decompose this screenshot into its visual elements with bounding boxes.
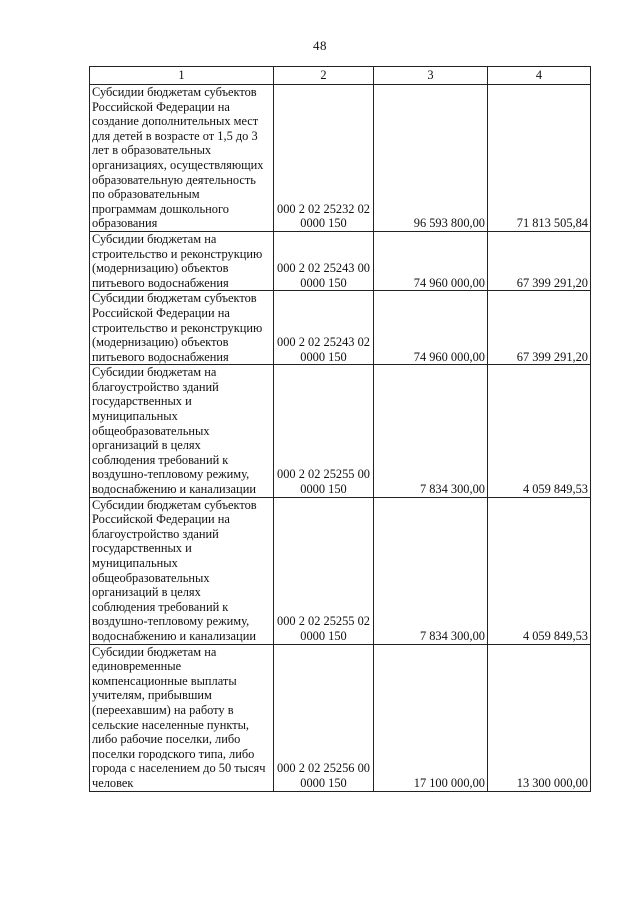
row-name-line: Субсидии бюджетам на [92, 644, 217, 659]
row-name-line: государственных и [92, 394, 192, 409]
row-name-line: государственных и [92, 541, 192, 556]
table-row [90, 231, 591, 290]
row-code-line: 000 2 02 25232 02 [277, 201, 370, 216]
row-code-line: 0000 150 [300, 628, 347, 643]
row-name-line: организаций в целях [92, 438, 201, 453]
table-row [90, 85, 591, 232]
row-plan-amount: 7 834 300,00 [374, 497, 488, 644]
row-name-line: образовательную деятельность [92, 172, 256, 187]
table-row [90, 291, 591, 365]
row-actual-amount: 71 813 505,84 [488, 85, 591, 232]
row-plan-amount: 7 834 300,00 [374, 365, 488, 497]
row-code-cell [274, 291, 374, 365]
row-name-line: воздушно-тепловому режиму, [92, 614, 250, 629]
page-number: 48 [313, 38, 327, 53]
row-code-cell [274, 85, 374, 232]
row-name-line: муниципальных [92, 409, 178, 424]
row-code-line: 000 2 02 25255 02 [277, 614, 370, 629]
row-name-line: организациях, осуществляющих [92, 157, 264, 172]
row-code-line: 0000 150 [300, 275, 347, 290]
row-name-line: водоснабжению и канализации [92, 628, 256, 643]
row-code-line: 000 2 02 25243 00 [277, 261, 370, 276]
row-name-line: Субсидии бюджетам на [92, 365, 217, 380]
row-plan-amount: 96 593 800,00 [374, 85, 488, 232]
row-actual-amount: 13 300 000,00 [488, 644, 591, 791]
row-name-line: Субсидии бюджетам на [92, 231, 217, 246]
row-code-line: 000 2 02 25256 00 [277, 761, 370, 776]
column-header-3: 3 [374, 67, 488, 85]
row-code-line: 000 2 02 25255 00 [277, 467, 370, 482]
row-name-line: Субсидии бюджетам субъектов [92, 291, 257, 306]
row-name-line: строительство и реконструкцию [92, 246, 263, 261]
row-code-cell [274, 231, 374, 290]
row-name-line: компенсационные выплаты [92, 673, 237, 688]
row-name-line: Российской Федерации на [92, 99, 230, 114]
table-header-row [90, 67, 591, 85]
row-name-line: человек [92, 775, 134, 790]
row-code-line: 0000 150 [300, 216, 347, 231]
row-name-line: лет в образовательных [92, 143, 212, 158]
row-name-line: (переехавшим) на работу в [92, 702, 234, 717]
row-code-line: 000 2 02 25243 02 [277, 335, 370, 350]
row-name-cell [90, 365, 274, 497]
row-name-cell [90, 644, 274, 791]
row-name-cell [90, 497, 274, 644]
row-plan-amount: 17 100 000,00 [374, 644, 488, 791]
row-name-line: образования [92, 216, 158, 231]
row-name-line: организаций в целях [92, 585, 201, 600]
row-code-cell [274, 497, 374, 644]
row-name-line: программам дошкольного [92, 201, 229, 216]
row-name-line: по образовательным [92, 187, 200, 202]
row-code-cell [274, 365, 374, 497]
row-name-line: Субсидии бюджетам субъектов [92, 85, 257, 99]
row-name-line: воздушно-тепловому режиму, [92, 467, 250, 482]
column-header-4: 4 [488, 67, 591, 85]
row-name-line: соблюдения требований к [92, 599, 229, 614]
row-name-line: единовременные [92, 659, 182, 674]
table-row [90, 497, 591, 644]
row-name-line: благоустройство зданий [92, 526, 219, 541]
column-header-1: 1 [90, 67, 274, 85]
column-header-2: 2 [274, 67, 374, 85]
row-name-line: соблюдения требований к [92, 452, 229, 467]
row-name-line: учителям, прибывшим [92, 688, 212, 703]
row-plan-amount: 74 960 000,00 [374, 231, 488, 290]
row-name-line: для детей в возрасте от 1,5 до 3 [92, 128, 258, 143]
row-name-line: поселки городского типа, либо [92, 746, 255, 761]
row-name-line: водоснабжению и канализации [92, 482, 256, 497]
table-row [90, 365, 591, 497]
row-name-line: (модернизацию) объектов [92, 261, 229, 276]
row-actual-amount: 4 059 849,53 [488, 497, 591, 644]
row-name-line: города с населением до 50 тысяч [92, 761, 266, 776]
row-name-cell [90, 85, 274, 232]
row-code-line: 0000 150 [300, 482, 347, 497]
row-actual-amount: 4 059 849,53 [488, 365, 591, 497]
row-code-cell [274, 644, 374, 791]
row-name-line: строительство и реконструкцию [92, 320, 263, 335]
row-code-line: 0000 150 [300, 349, 347, 364]
row-name-line: муниципальных [92, 556, 178, 570]
row-name-line: Российской Федерации на [92, 512, 230, 527]
row-name-line: общеобразовательных [92, 570, 210, 585]
row-name-line: общеобразовательных [92, 423, 210, 438]
row-name-line: питьевого водоснабжения [92, 275, 229, 290]
row-name-cell [90, 231, 274, 290]
row-name-line: создание дополнительных мест [92, 114, 259, 129]
table-body [90, 85, 591, 792]
row-name-line: Российской Федерации на [92, 305, 230, 320]
row-name-line: благоустройство зданий [92, 379, 219, 394]
row-name-line: Субсидии бюджетам субъектов [92, 497, 257, 512]
row-name-line: либо рабочие поселки, либо [92, 732, 241, 747]
row-name-line: (модернизацию) объектов [92, 335, 229, 350]
row-plan-amount: 74 960 000,00 [374, 291, 488, 365]
row-code-line: 0000 150 [300, 775, 347, 790]
row-actual-amount: 67 399 291,20 [488, 291, 591, 365]
row-name-line: сельские населенные пункты, [92, 717, 250, 732]
budget-table [89, 66, 591, 792]
row-name-cell [90, 291, 274, 365]
row-name-line: питьевого водоснабжения [92, 349, 229, 364]
row-actual-amount: 67 399 291,20 [488, 231, 591, 290]
table-row [90, 644, 591, 791]
